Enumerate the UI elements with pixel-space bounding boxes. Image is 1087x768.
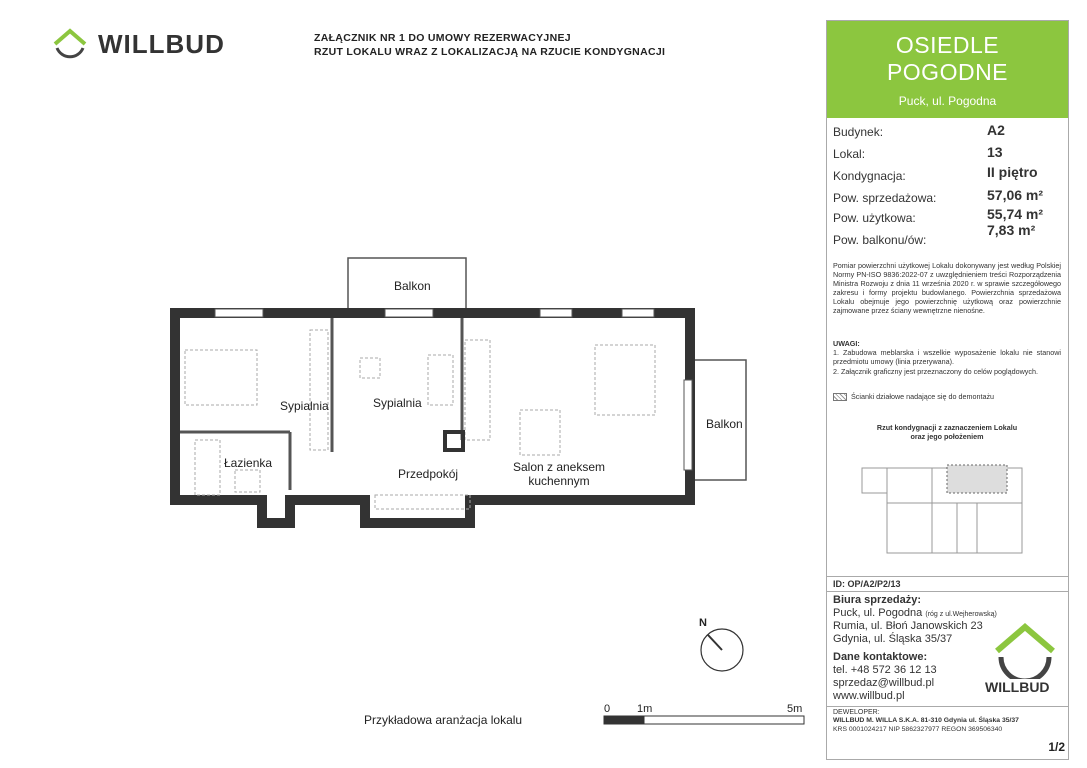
scale-1m: 1m bbox=[637, 703, 653, 715]
room-salon-line2: kuchennym bbox=[528, 474, 590, 488]
sales-office-1-text: Puck, ul. Pogodna bbox=[833, 607, 923, 619]
room-salon bbox=[507, 460, 611, 488]
contact-web[interactable]: www.willbud.pl bbox=[833, 690, 905, 702]
label-pow-uzytkowa: Pow. użytkowa: bbox=[833, 211, 916, 225]
project-title-line1: OSIEDLE bbox=[895, 32, 1000, 58]
legend-text: Ścianki działowe nadające się do demontażu bbox=[851, 392, 995, 401]
sales-title: Biura sprzedaży: bbox=[833, 594, 922, 606]
room-balkon-top: Balkon bbox=[394, 279, 431, 293]
scale-5m: 5m bbox=[787, 703, 803, 715]
project-title-line2: POGODNE bbox=[886, 59, 1009, 85]
room-sypialnia-1: Sypialnia bbox=[280, 399, 329, 413]
divider bbox=[827, 591, 1068, 592]
room-balkon-right: Balkon bbox=[706, 417, 743, 431]
scale-0: 0 bbox=[604, 703, 611, 715]
willbud-logo bbox=[50, 24, 225, 64]
header-line1: ZAŁĄCZNIK NR 1 DO UMOWY REZERWACYJNEJ bbox=[314, 32, 571, 44]
project-banner bbox=[827, 21, 1068, 118]
header-line2: RZUT LOKALU WRAZ Z LOKALIZACJĄ NA RZUCIE KONDYGNACJI bbox=[314, 46, 666, 58]
uwagi-1: 1. Zabudowa meblarska i wszelkie wyposażenie lokalu nie stanowi przedmiotu umowy (linia przerywana). bbox=[833, 348, 1061, 366]
contact-title: Dane kontaktowe: bbox=[833, 651, 928, 663]
project-location: Puck, ul. Pogodna bbox=[898, 94, 997, 108]
label-lokal: Lokal: bbox=[833, 147, 866, 161]
plan-caption: Przykładowa aranżacja lokalu bbox=[364, 713, 523, 727]
floor-plan bbox=[160, 240, 780, 540]
hatch-legend-icon bbox=[833, 393, 847, 401]
label-pow-sprzedazowa: Pow. sprzedażowa: bbox=[833, 191, 937, 205]
room-sypialnia-2: Sypialnia bbox=[373, 396, 422, 410]
value-pow-uzytkowa: 55,74 m² bbox=[987, 206, 1044, 222]
value-pow-sprzedazowa: 57,06 m² bbox=[987, 187, 1044, 203]
info-sidebar bbox=[826, 20, 1069, 760]
sales-office-1 bbox=[833, 607, 997, 621]
developer-label: DEWELOPER: bbox=[833, 709, 880, 716]
room-lazienka: Łazienka bbox=[224, 456, 273, 470]
compass-label: N bbox=[699, 617, 707, 629]
house-logo-icon bbox=[50, 24, 90, 60]
value-pow-balkonu: 7,83 m² bbox=[987, 222, 1036, 238]
developer-line1: WILLBUD M. WILLA S.K.A. 81-310 Gdynia ul. Śląska 35/37 bbox=[833, 717, 1019, 724]
contact-email[interactable]: sprzedaz@willbud.pl bbox=[833, 677, 935, 689]
id-line: ID: OP/A2/P2/13 bbox=[833, 579, 901, 589]
room-salon-line1: Salon z aneksem bbox=[512, 460, 606, 474]
label-kondygnacja: Kondygnacja: bbox=[833, 169, 906, 183]
sales-office-2: Rumia, ul. Błoń Janowskich 23 bbox=[833, 620, 983, 632]
scale-bar bbox=[603, 714, 808, 728]
value-budynek: A2 bbox=[987, 122, 1005, 138]
mini-title-1: Rzut kondygnacji z zaznaczeniem Lokalu bbox=[876, 423, 1018, 432]
house-logo-icon bbox=[989, 617, 1061, 679]
value-kondygnacja: II piętro bbox=[987, 164, 1038, 180]
room-przedpokoj: Przedpokój bbox=[398, 467, 459, 481]
floor-location-map bbox=[857, 453, 1037, 558]
contact-phone[interactable]: tel. +48 572 36 12 13 bbox=[833, 664, 937, 676]
sales-office-1-note: (róg z ul.Wejherowską) bbox=[925, 611, 997, 618]
developer-line2: KRS 0001024217 NIP 5862327977 REGON 369506340 bbox=[833, 726, 1003, 733]
project-title bbox=[827, 21, 1068, 86]
divider bbox=[827, 706, 1068, 707]
label-pow-balkonu: Pow. balkonu/ów: bbox=[833, 233, 927, 247]
logo-text: WILLBUD bbox=[98, 29, 225, 59]
value-lokal: 13 bbox=[987, 144, 1003, 160]
page-number: 1/2 bbox=[1048, 740, 1065, 754]
sales-office-3: Gdynia, ul. Śląska 35/37 bbox=[833, 633, 953, 645]
mini-title-2: oraz jego położeniem bbox=[910, 432, 984, 441]
uwagi-2: 2. Załącznik graficzny jest przeznaczony do celów poglądowych. bbox=[833, 367, 1038, 376]
sidebar-logo-text: WILLBUD bbox=[985, 679, 1050, 695]
measurement-note: Pomiar powierzchni użytkowej Lokalu dokonywany jest według Polskiej Normy PN-ISO 9836:2022-07 z uwzględnieniem treści Rozporządzenia Ministra Rozwoju z dnia 11 września 2020 r. w sprawie szczegółowego zakresu i formy projektu budowlanego. Powierzchnia sprzedażowa Lokalu obejmuje jego powierzchnię użytkową oraz powierzchnie zajmowane przez ściany wewnętrzne nienośne. bbox=[833, 261, 1061, 315]
divider bbox=[827, 576, 1068, 577]
uwagi-title: UWAGI: bbox=[833, 339, 860, 348]
label-budynek: Budynek: bbox=[833, 125, 884, 139]
